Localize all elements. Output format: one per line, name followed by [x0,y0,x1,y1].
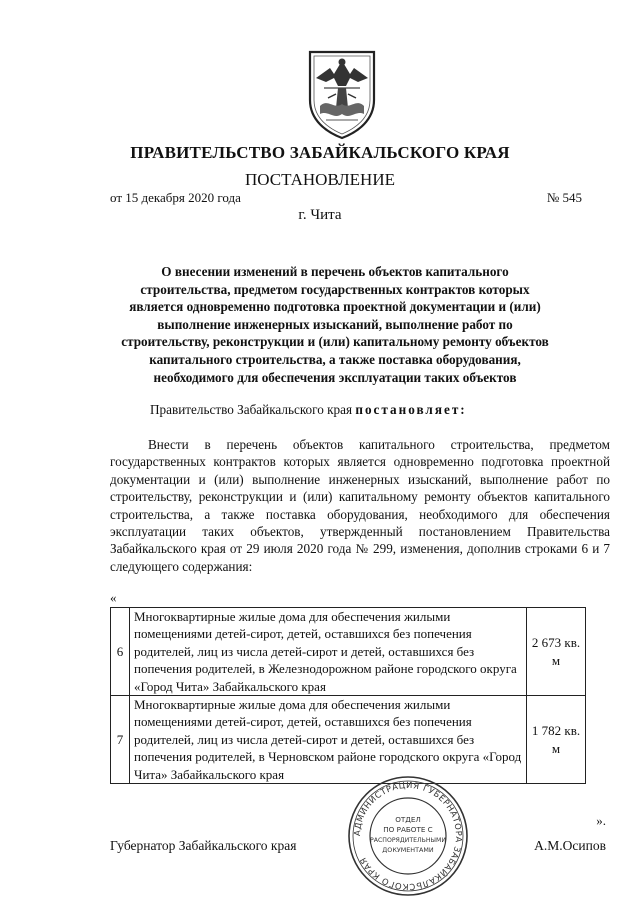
signer-name: А.М.Осипов [534,838,606,853]
row-area: 2 673 кв. м [527,608,586,696]
row-description: Многоквартирные жилые дома для обеспечения жилыми помещениями детей-сирот, детей, оставшихся без попечения родителей, лиц из числа детей-сирот и детей, оставшихся без попечения родителей, в Черновском районе городского округа «Город Чита» Забайкальского края [130,696,527,784]
stamp-ring-text: АДМИНИСТРАЦИЯ ГУБЕРНАТОРА ЗАБАЙКАЛЬСКОГО КРАЯ [351,779,465,893]
subject-line: строительства, предметом государственных контрактов которых [140,281,530,297]
subject-line: О внесении изменений в перечень объектов капитального [161,264,509,279]
close-quote: ». [596,813,606,828]
city: г. Чита [298,207,342,223]
subject-line: строительству, реконструкции и (или) капитальному ремонту объектов [121,334,549,350]
decree-number: № 545 [546,190,582,205]
subject-line: капитального строительства, а также поставка оборудования, [149,351,521,367]
government-title: ПРАВИТЕЛЬСТВО ЗАБАЙКАЛЬСКОГО КРАЯ [130,143,510,162]
row-description: Многоквартирные жилые дома для обеспечения жилыми помещениями детей-сирот, детей, оставшихся без попечения родителей, лиц из числа детей-сирот и детей, оставшихся без попечения родителей, в Железнодорожном районе городского округа «Город Чита» Забайкальского края [130,608,527,696]
coat-of-arms-emblem [302,48,382,140]
decree-body: Внести в перечень объектов капитального строительства, предметом государственных контрактов которых является одновременно подготовка проектной документации и (или) выполнение инженерных изысканий, выполнение работ по строительству, реконструкции и (или) капитальному ремонту объектов капитального строительства, а также поставка оборудования, необходимого для обеспечения эксплуатации таких объектов, утвержденный постановлением Правительства Забайкальского края от 29 июля 2020 года № 299, изменения, дополнив строками 6 и 7 следующего содержания: [110,437,610,574]
preamble-emphasis: постановляет: [355,402,467,417]
office-stamp [346,774,470,898]
stamp-line: ОТДЕЛ [395,815,421,824]
table-row [111,696,586,784]
stamp-line: ДОКУМЕНТАМИ [382,846,434,854]
stamp-line: ПО РАБОТЕ С [383,825,433,834]
signer-title: Губернатор Забайкальского края [110,838,297,853]
svg-text:АДМИНИСТРАЦИЯ ГУБЕРНАТОРА ЗАБА [352,780,464,892]
objects-table [110,607,586,784]
table-row [111,608,586,696]
document-type: ПОСТАНОВЛЕНИЕ [244,170,395,189]
row-area: 1 782 кв. м [527,696,586,784]
preamble-text: Правительство Забайкальского края [150,402,356,417]
row-number: 6 [111,608,130,696]
open-quote: « [110,590,117,605]
stamp-line: РАСПОРЯДИТЕЛЬНЫМИ [370,837,446,844]
row-number: 7 [111,696,130,784]
preamble [150,402,467,418]
subject-line: выполнение инженерных изысканий, выполнение работ по [157,316,513,332]
subject-line: является одновременно подготовка проектной документации и (или) [129,299,541,315]
decree-date: от 15 декабря 2020 года [110,190,241,205]
subject-line: необходимого для обеспечения эксплуатации таких объектов [153,369,517,385]
decree-subject [115,263,555,386]
